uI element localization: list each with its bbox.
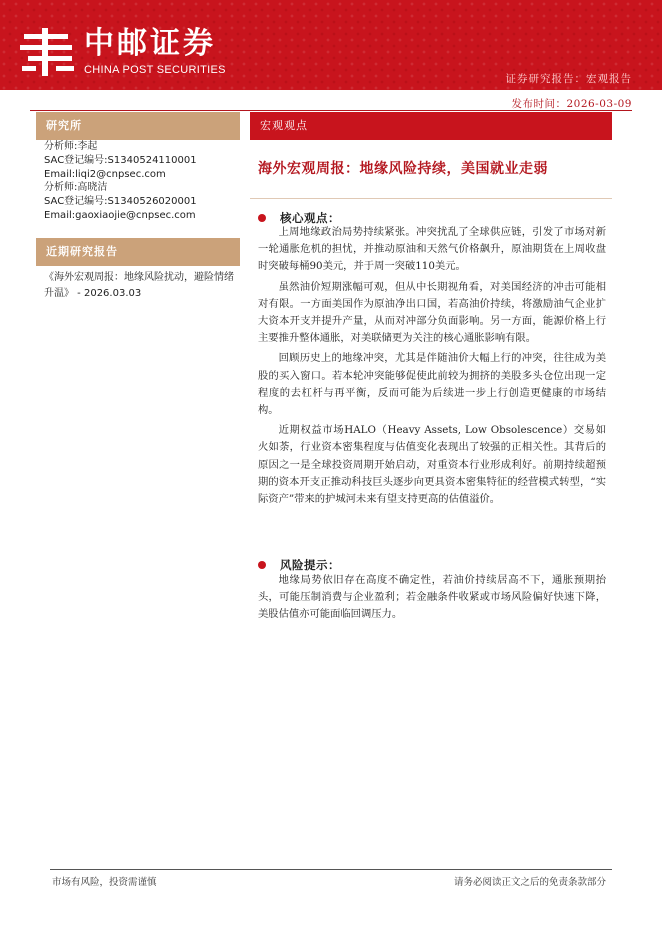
- analyst-info: [44, 140, 240, 223]
- recent-reports-list: [44, 270, 240, 302]
- report-type: 证券研究报告：宏观报告: [505, 73, 632, 85]
- publish-date: 发布时间：2026-03-09: [511, 98, 632, 110]
- risk-heading: [258, 557, 340, 573]
- paragraph: 回顾历史上的地缘冲突，尤其是伴随油价大幅上行的冲突，往往成为美股的买入窗口。若本轮冲突能够促使此前较为拥挤的美股多头仓位出现一定程度的去杠杆与再平衡，反而可能为后续进一步上行创造更健康的市场结构。: [258, 352, 606, 417]
- report-title: 海外宏观周报：地缘风险持续，美国就业走弱: [258, 161, 548, 177]
- china-post-logo-icon: [20, 26, 76, 78]
- footer-divider: [50, 869, 612, 870]
- core-view-heading-text: 核心观点：: [280, 211, 340, 225]
- section-tag: 宏观观点: [250, 112, 612, 140]
- paragraph: 虽然油价短期涨幅可观，但从中长期视角看，对美国经济的冲击可能相对有限。一方面美国作为原油净出口国，若高油价持续，将激励油气企业扩大资本开支并提升产量，从而对冲部分负面影响。另一方面，能源价格上行主要推升整体通胀，对美联储更为关注的核心通胀影响有限。: [258, 280, 606, 345]
- analyst-email[interactable]: Email:gaoxiaojie@cnpsec.com: [44, 209, 196, 221]
- title-divider: [250, 198, 612, 199]
- analyst-line: 分析师:李起: [44, 141, 98, 152]
- analyst-line: SAC登记编号:S1340524110001: [44, 154, 197, 166]
- header-banner: [0, 0, 662, 90]
- risk-heading-text: 风险提示：: [280, 558, 340, 572]
- paragraph: 地缘局势依旧存在高度不确定性，若油价持续居高不下，通胀预期抬头，可能压制消费与企业盈利；若金融条件收紧或市场风险偏好快速下降，美股估值亦可能面临回调压力。: [258, 574, 606, 621]
- paragraph: 上周地缘政治局势持续紧张。冲突扰乱了全球供应链，引发了市场对新一轮通胀危机的担忧，并推动原油和天然气价格飙升，原油期货在上周收盘时突破每桶90美元，并于周一突破110美元。: [258, 226, 606, 273]
- risk-body: [258, 572, 606, 627]
- footer-risk-note: 市场有风险，投资需谨慎: [52, 877, 157, 888]
- recent-reports-heading: 近期研究报告: [36, 238, 240, 266]
- bullet-icon: [258, 561, 266, 569]
- footer-disclaimer-note: 请务必阅读正文之后的免责条款部分: [453, 877, 606, 888]
- brand-name-en: CHINA POST SECURITIES: [84, 64, 226, 76]
- analyst-line: SAC登记编号:S1340526020001: [44, 196, 197, 208]
- brand-name-cn: 中邮证券: [84, 26, 216, 61]
- analyst-line: 分析师:高晓洁: [44, 182, 108, 194]
- header-divider: [30, 110, 632, 111]
- core-view-body: [258, 224, 606, 511]
- recent-report-link[interactable]: 《海外宏观周报：地缘风险扰动，避险情绪升温》 - 2026.03.03: [44, 272, 234, 299]
- bullet-icon: [258, 214, 266, 222]
- analyst-email[interactable]: Email:liqi2@cnpsec.com: [44, 168, 166, 180]
- research-institute-heading: 研究所: [36, 112, 240, 140]
- paragraph: 近期权益市场HALO（Heavy Assets, Low Obsolescence）交易如火如荼，行业资本密集程度与估值变化表现出了较强的正相关性。其背后的原因之一是全球投资周期开始启动，对重资本行业形成利好。前期持续超预期的资本开支正推动科技巨头逐步向更具资本密集特征的经营模式转型，“实际资产”带来的护城河未来有望支持更高的估值溢价。: [258, 424, 606, 506]
